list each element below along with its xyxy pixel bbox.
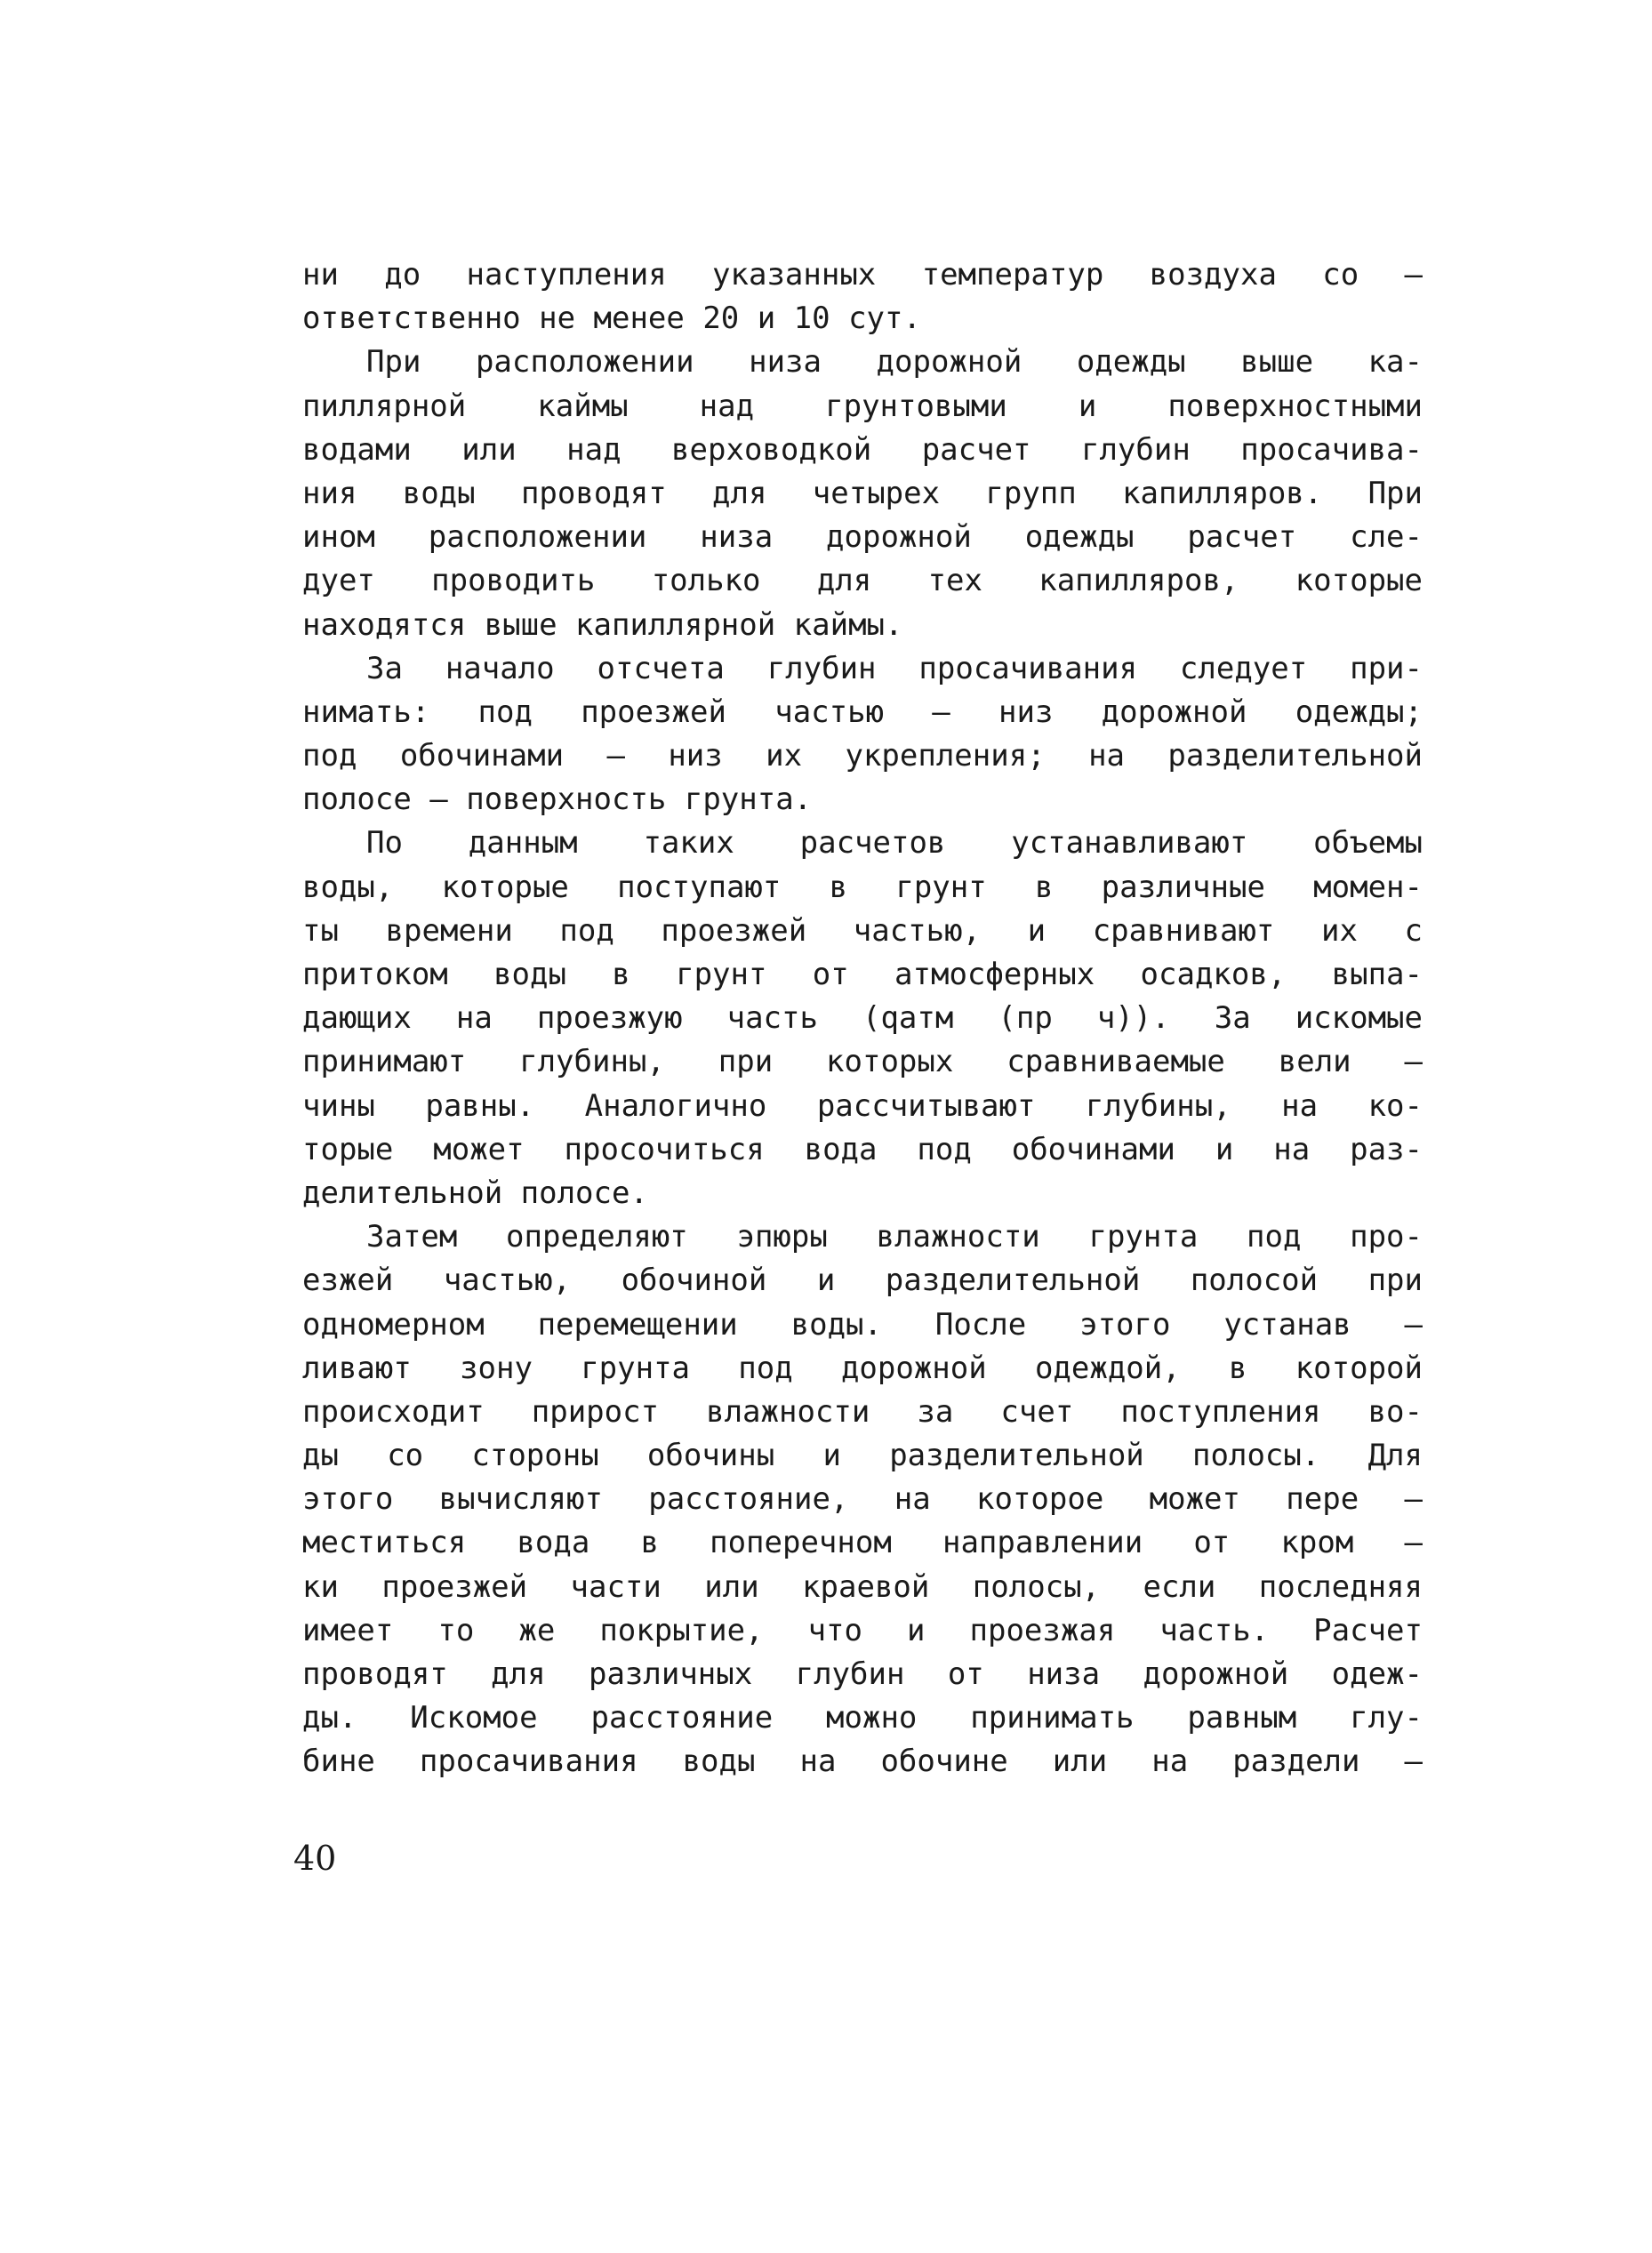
text-line: этого вычисляют расстояние, на которое может пере –: [302, 1481, 1423, 1518]
text-line: ни до наступления указанных температур воздуха со –: [302, 257, 1423, 293]
text-line: дающих на проезжую часть (qатм (пр ч)). За искомые: [302, 1000, 1423, 1037]
text-line: ливают зону грунта под дорожной одеждой, в которой: [302, 1350, 1423, 1386]
text-line: ином расположении низа дорожной одежды расчет сле-: [302, 519, 1423, 556]
text-line: одномерном перемещении воды. После этого устанав –: [302, 1306, 1423, 1343]
text-line: езжей частью, обочиной и разделительной полосой при: [302, 1263, 1423, 1299]
text-line: воды, которые поступают в грунт в различные момен-: [302, 869, 1423, 905]
text-line: По данным таких расчетов устанавливают объемы: [366, 825, 1423, 862]
text-line: За начало отсчета глубин просачивания следует при-: [366, 650, 1423, 686]
page-text: [302, 253, 1423, 1784]
text-line: принимают глубины, при которых сравниваемые вели –: [302, 1044, 1423, 1080]
text-line: ния воды проводят для четырех групп капилляров. При: [302, 475, 1423, 511]
text-line: ды со стороны обочины и разделительной полосы. Для: [302, 1438, 1423, 1474]
text-line: дует проводить только для тех капилляров, которые: [302, 563, 1423, 599]
text-line: При расположении низа дорожной одежды выше ка-: [366, 344, 1423, 381]
text-line: торые может просочиться вода под обочинами и на раз-: [302, 1131, 1423, 1167]
text-line: притоком воды в грунт от атмосферных осадков, выпа-: [302, 957, 1423, 992]
page-number: 40: [293, 1839, 337, 1878]
text-line: Затем определяют эпюры влажности грунта под про-: [366, 1219, 1423, 1255]
text-line: происходит прирост влажности за счет поступления во-: [302, 1393, 1423, 1430]
text-line: нимать: под проезжей частью – низ дорожной одежды;: [302, 694, 1423, 730]
text-line: полосе – поверхность грунта.: [302, 782, 813, 818]
text-line: под обочинами – низ их укрепления; на разделительной: [302, 738, 1423, 774]
text-line: чины равны. Аналогично рассчитывают глубины, на ко-: [302, 1087, 1423, 1124]
text-line: водами или над верховодкой расчет глубин просачива-: [302, 431, 1423, 468]
text-line: проводят для различных глубин от низа дорожной одеж-: [302, 1656, 1423, 1692]
text-line: меститься вода в поперечном направлении от кром –: [302, 1525, 1423, 1561]
text-line: ды. Искомое расстояние можно принимать равным глу-: [302, 1700, 1423, 1736]
text-line: находятся выше капиллярной каймы.: [302, 606, 903, 643]
text-line: имеет то же покрытие, что и проезжая часть. Расчет: [302, 1612, 1423, 1648]
text-line: бине просачивания воды на обочине или на раздели –: [302, 1744, 1423, 1780]
text-line: пиллярной каймы над грунтовыми и поверхностными: [302, 388, 1423, 424]
text-line: ки проезжей части или краевой полосы, если последняя: [302, 1568, 1423, 1605]
text-line: делительной полосе.: [302, 1175, 648, 1211]
text-line: ответственно не менее 20 и 10 сут.: [302, 301, 921, 337]
text-line: ты времени под проезжей частью, и сравнивают их с: [302, 912, 1423, 949]
